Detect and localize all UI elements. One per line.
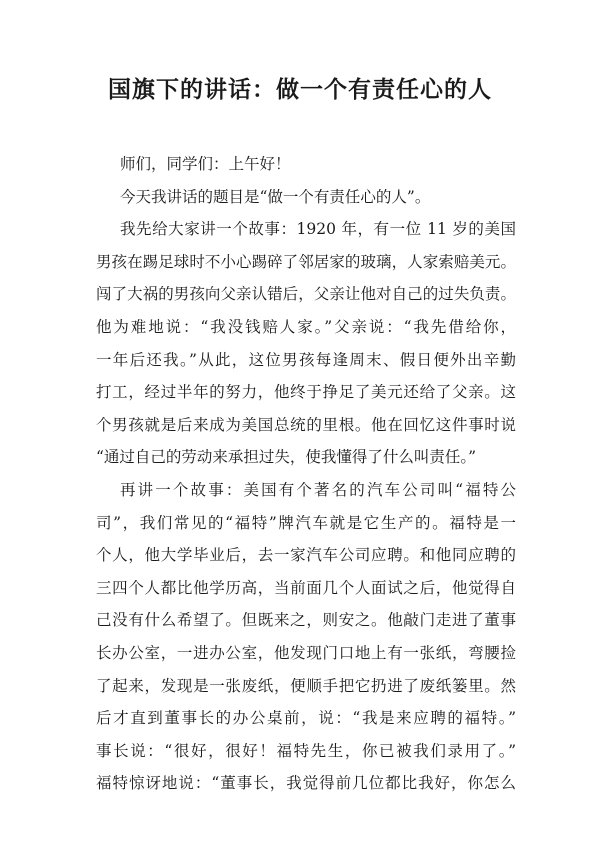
- text-line: 一年后还我。”从此，这位男孩每逢周末、假日便外出辛勤: [96, 350, 516, 369]
- text-line: 个人，他大学毕业后，去一家汽车公司应聘。和他同应聘的: [96, 546, 516, 565]
- text-line: “通过自己的劳动来承担过失，使我懂得了什么叫责任。”: [96, 448, 477, 467]
- text-line: 个男孩就是后来成为美国总统的里根。他在回忆这件事时说: [96, 415, 516, 434]
- text-line: 三四个人都比他学历高，当前面几个人面试之后，他觉得自: [96, 578, 516, 597]
- text-line: 打工，经过半年的努力，他终于挣足了美元还给了父亲。这: [96, 383, 516, 402]
- text-line: 己没有什么希望了。但既来之，则安之。他敲门走进了董事: [96, 611, 516, 630]
- text-line: 今天我讲话的题目是“做一个有责任心的人”。: [120, 187, 431, 206]
- text-line: 我先给大家讲一个故事：1920 年，有一位 11 岁的美国: [120, 220, 516, 239]
- text-line: 司”，我们常见的“福特”牌汽车就是它生产的。福特是一: [96, 513, 516, 532]
- text-line: 再讲一个故事：美国有个著名的汽车公司叫“福特公: [120, 480, 516, 499]
- text-line: 事长说：“很好，很好！福特先生，你已被我们录用了。”: [96, 741, 516, 760]
- text-line: 师们，同学们：上午好！: [120, 155, 291, 173]
- text-line: 长办公室，一进办公室，他发现门口地上有一张纸，弯腰捡: [96, 643, 516, 662]
- document-body: [96, 148, 516, 800]
- text-line: 福特惊讶地说：“董事长，我觉得前几位都比我好，你怎么: [96, 774, 516, 793]
- text-line: 他为难地说：“我没钱赔人家。”父亲说：“我先借给你，: [96, 317, 516, 336]
- text-line: 后才直到董事长的办公桌前，说：“我是来应聘的福特。”: [96, 709, 516, 728]
- text-line: 了起来，发现是一张废纸，便顺手把它扔进了废纸篓里。然: [96, 676, 516, 695]
- text-line: 男孩在踢足球时不小心踢碎了邻居家的玻璃，人家索赔美元。: [96, 252, 516, 271]
- text-line: 闯了大祸的男孩向父亲认错后，父亲让他对自己的过失负责。: [96, 285, 516, 304]
- document-title: 国旗下的讲话：做一个有责任心的人: [108, 76, 492, 103]
